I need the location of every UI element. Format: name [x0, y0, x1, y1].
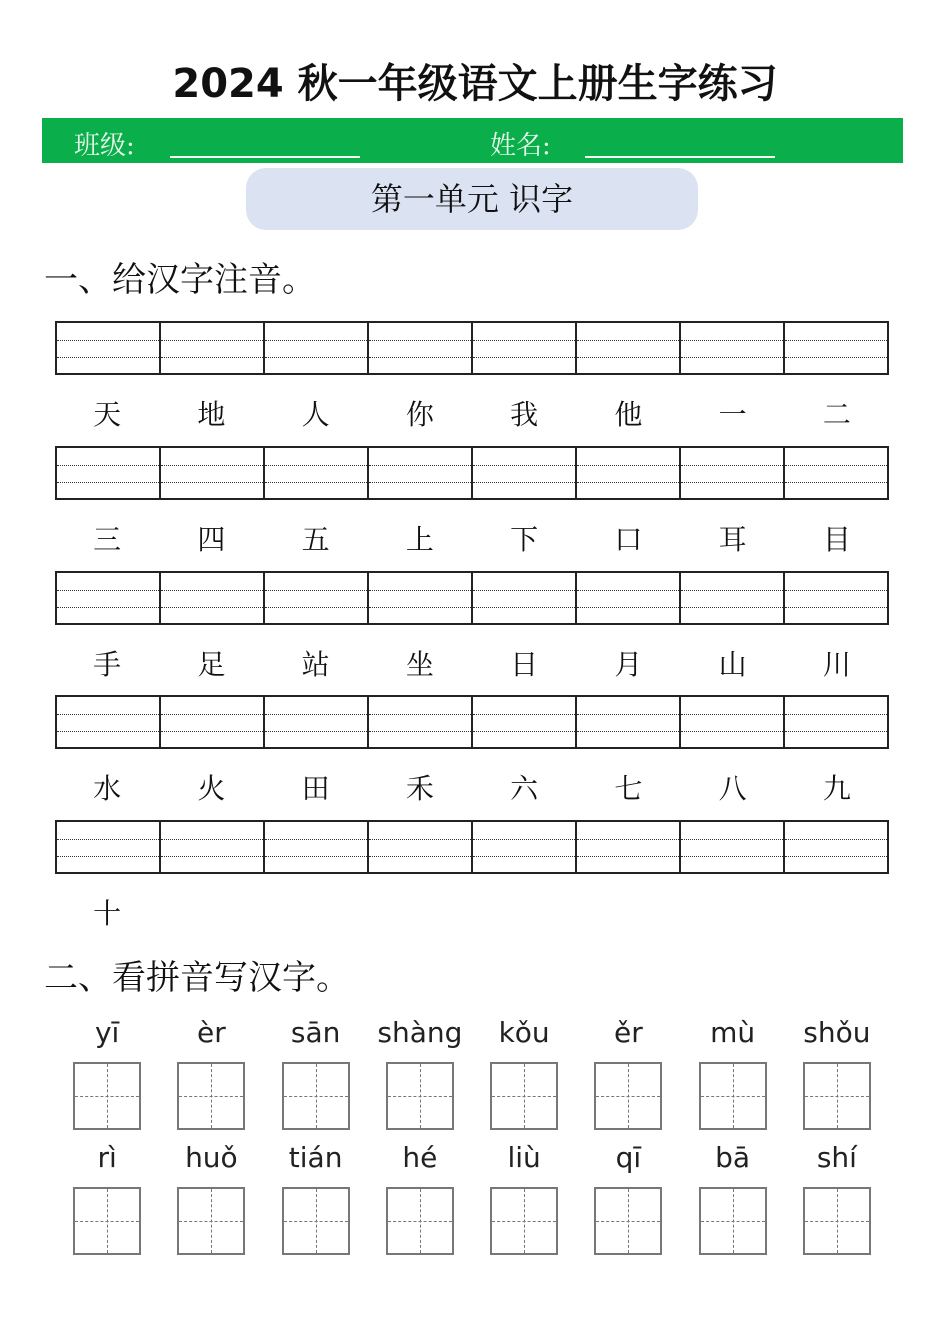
pinyin-cell[interactable]	[785, 448, 887, 498]
pinyin-cell[interactable]	[473, 323, 577, 373]
writing-box[interactable]	[490, 1062, 558, 1130]
pinyin-cell[interactable]	[785, 822, 887, 872]
character: 月	[614, 648, 643, 681]
writing-box[interactable]	[73, 1062, 141, 1130]
tianzige-cell	[368, 1187, 472, 1255]
pinyin: hé	[402, 1141, 438, 1174]
character: 足	[197, 648, 226, 681]
pinyin: liù	[507, 1141, 541, 1174]
name-label: 姓名:	[490, 131, 551, 161]
pinyin: qī	[615, 1141, 642, 1174]
pinyin-cell[interactable]	[265, 448, 369, 498]
tianzige-row	[55, 1187, 889, 1255]
character: 六	[510, 772, 539, 805]
tianzige-cell	[159, 1187, 263, 1255]
character: 九	[822, 772, 851, 805]
writing-box[interactable]	[386, 1187, 454, 1255]
character: 一	[718, 398, 747, 431]
pinyin: rì	[97, 1141, 117, 1174]
character: 川	[822, 648, 851, 681]
info-bar	[42, 118, 903, 163]
pinyin-cell[interactable]	[681, 697, 785, 747]
pinyin-cell[interactable]	[369, 697, 473, 747]
pinyin-cell[interactable]	[577, 822, 681, 872]
writing-box[interactable]	[177, 1187, 245, 1255]
character: 下	[510, 523, 539, 556]
pinyin: tián	[288, 1141, 343, 1174]
tianzige-cell	[368, 1062, 472, 1130]
character-row	[55, 518, 889, 558]
pinyin-cell[interactable]	[369, 448, 473, 498]
tianzige-cell	[264, 1187, 368, 1255]
writing-box[interactable]	[386, 1062, 454, 1130]
pinyin-cell[interactable]	[577, 448, 681, 498]
class-field[interactable]	[170, 156, 360, 158]
writing-box[interactable]	[282, 1062, 350, 1130]
pinyin-cell[interactable]	[473, 573, 577, 623]
character: 二	[822, 398, 851, 431]
pinyin: èr	[197, 1016, 226, 1049]
tianzige-cell	[785, 1187, 889, 1255]
pinyin-cell[interactable]	[473, 448, 577, 498]
section2-title: 二、看拼音写汉字。	[44, 958, 350, 998]
pinyin-grid-row	[55, 446, 889, 500]
pinyin: ěr	[614, 1016, 643, 1049]
pinyin-cell[interactable]	[681, 323, 785, 373]
tianzige-cell	[55, 1062, 159, 1130]
pinyin-row	[55, 1141, 889, 1174]
writing-box[interactable]	[490, 1187, 558, 1255]
pinyin-cell[interactable]	[577, 697, 681, 747]
pinyin-cell[interactable]	[265, 573, 369, 623]
unit-title: 第一单元 识字	[246, 168, 698, 230]
writing-box[interactable]	[177, 1062, 245, 1130]
tianzige-cell	[681, 1187, 785, 1255]
pinyin-cell[interactable]	[577, 573, 681, 623]
character: 水	[93, 772, 122, 805]
writing-box[interactable]	[699, 1187, 767, 1255]
pinyin-cell[interactable]	[369, 822, 473, 872]
pinyin: sān	[290, 1016, 341, 1049]
pinyin-cell[interactable]	[473, 697, 577, 747]
character: 目	[822, 523, 851, 556]
character: 天	[93, 398, 122, 431]
pinyin-grid-row	[55, 820, 889, 874]
pinyin-cell[interactable]	[785, 323, 887, 373]
name-field[interactable]	[585, 156, 775, 158]
tianzige-cell	[55, 1187, 159, 1255]
character-row	[55, 767, 889, 807]
pinyin-cell[interactable]	[161, 822, 265, 872]
pinyin-cell[interactable]	[681, 573, 785, 623]
pinyin: shàng	[377, 1016, 463, 1049]
pinyin-cell[interactable]	[265, 822, 369, 872]
tianzige-cell	[472, 1187, 576, 1255]
pinyin-cell[interactable]	[161, 573, 265, 623]
character: 手	[93, 648, 122, 681]
pinyin-cell[interactable]	[577, 323, 681, 373]
pinyin: huǒ	[185, 1141, 238, 1174]
pinyin-cell[interactable]	[681, 448, 785, 498]
pinyin: shǒu	[803, 1016, 871, 1049]
pinyin-cell[interactable]	[265, 697, 369, 747]
character: 四	[197, 523, 226, 556]
character: 口	[614, 523, 643, 556]
writing-box[interactable]	[594, 1187, 662, 1255]
character: 耳	[718, 523, 747, 556]
character-row	[55, 892, 889, 932]
pinyin-cell[interactable]	[369, 323, 473, 373]
tianzige-cell	[681, 1062, 785, 1130]
section1-title: 一、给汉字注音。	[44, 260, 316, 300]
page-title: 2024 秋一年级语文上册生字练习	[172, 61, 778, 107]
pinyin-cell[interactable]	[785, 573, 887, 623]
character: 火	[197, 772, 226, 805]
pinyin-cell[interactable]	[161, 448, 265, 498]
pinyin: yī	[94, 1016, 120, 1049]
pinyin: bā	[715, 1141, 751, 1174]
pinyin-grid-row	[55, 321, 889, 375]
pinyin-cell[interactable]	[265, 323, 369, 373]
pinyin-cell[interactable]	[57, 573, 161, 623]
character: 地	[197, 398, 226, 431]
pinyin-cell[interactable]	[369, 573, 473, 623]
pinyin-cell[interactable]	[57, 822, 161, 872]
character-row	[55, 643, 889, 683]
pinyin-cell[interactable]	[785, 697, 887, 747]
character: 七	[614, 772, 643, 805]
class-label: 班级:	[74, 131, 135, 161]
pinyin-cell[interactable]	[57, 448, 161, 498]
character: 日	[510, 648, 539, 681]
writing-box[interactable]	[803, 1187, 871, 1255]
pinyin-cell[interactable]	[57, 697, 161, 747]
pinyin-cell[interactable]	[161, 323, 265, 373]
pinyin-row	[55, 1016, 889, 1049]
writing-box[interactable]	[282, 1187, 350, 1255]
pinyin-grid-row	[55, 571, 889, 625]
character: 三	[93, 523, 122, 556]
pinyin: mù	[710, 1016, 756, 1049]
character: 站	[301, 648, 330, 681]
character-row	[55, 393, 889, 433]
character: 山	[718, 648, 747, 681]
writing-box[interactable]	[803, 1062, 871, 1130]
character: 五	[301, 523, 330, 556]
tianzige-cell	[576, 1062, 680, 1130]
pinyin-grid-row	[55, 695, 889, 749]
character: 八	[718, 772, 747, 805]
writing-box[interactable]	[594, 1062, 662, 1130]
writing-box[interactable]	[699, 1062, 767, 1130]
character: 我	[510, 398, 539, 431]
pinyin: shí	[816, 1141, 857, 1174]
character: 人	[301, 398, 330, 431]
character: 十	[93, 897, 122, 930]
tianzige-cell	[159, 1062, 263, 1130]
character: 禾	[405, 772, 434, 805]
tianzige-cell	[576, 1187, 680, 1255]
tianzige-cell	[785, 1062, 889, 1130]
character: 坐	[405, 648, 434, 681]
character: 上	[405, 523, 434, 556]
writing-box[interactable]	[73, 1187, 141, 1255]
pinyin-cell[interactable]	[473, 822, 577, 872]
character: 他	[614, 398, 643, 431]
tianzige-row	[55, 1062, 889, 1130]
tianzige-cell	[264, 1062, 368, 1130]
pinyin-cell[interactable]	[681, 822, 785, 872]
character: 你	[405, 398, 434, 431]
pinyin-cell[interactable]	[57, 323, 161, 373]
pinyin: kǒu	[498, 1016, 550, 1049]
tianzige-cell	[472, 1062, 576, 1130]
character: 田	[301, 772, 330, 805]
pinyin-cell[interactable]	[161, 697, 265, 747]
